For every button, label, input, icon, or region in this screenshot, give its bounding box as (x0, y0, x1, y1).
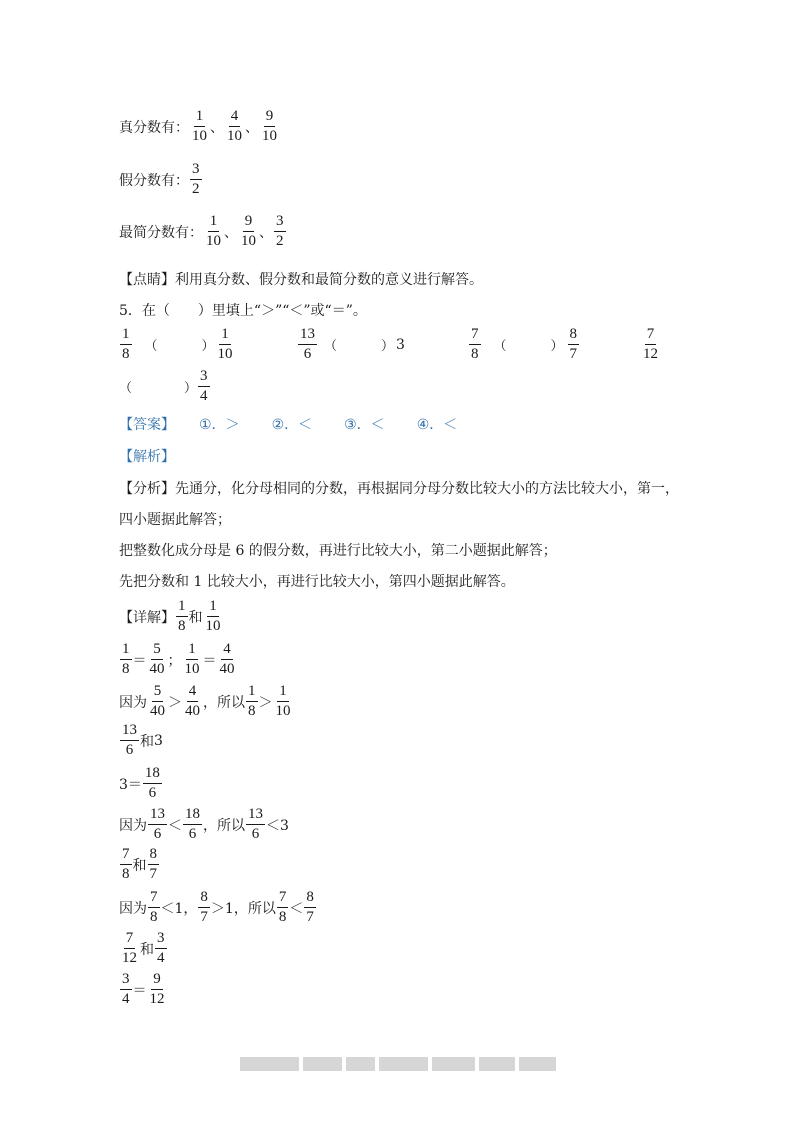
fraction: $\frac{18}{6}$ (185, 806, 200, 842)
fraction: $\frac{8}{7}$ (200, 889, 208, 925)
fraction: $\frac{7}{8}$ (278, 889, 287, 925)
question-5-title: 5．在（ ）里填上“＞”“＜”或“＝”。 (119, 303, 367, 319)
improper-label: 假分数有： (119, 172, 189, 189)
answer-label: 【答案】 (119, 417, 175, 433)
fraction: $\frac{1}{8}$ (178, 598, 186, 634)
detail-4-step: $\frac{3}{4}$ ＝ $\frac{9}{12}$ (122, 971, 165, 1007)
fraction: $\frac{1}{10}$ (206, 213, 221, 249)
detail-2-step: 3＝ $\frac{18}{6}$ (119, 765, 160, 801)
answer-item: ③．＜ (344, 417, 385, 433)
answer-blank[interactable] (158, 337, 202, 353)
fraction: $\frac{3}{4}$ (122, 971, 130, 1007)
fraction: $\frac{9}{12}$ (149, 971, 165, 1007)
answer-blank[interactable] (132, 379, 184, 395)
fraction: $\frac{1}{10}$ (217, 326, 233, 362)
fraction: $\frac{8}{7}$ (149, 846, 157, 882)
fraction: $\frac{1}{10}$ (192, 108, 207, 144)
answer-item: ④．＜ (416, 417, 458, 433)
detail-2-conclusion: 因为 $\frac{13}{6}$ ＜ $\frac{18}{6}$ ，所以 $\frac{13}{6}$ ＜3 (119, 806, 289, 842)
fraction: $\frac{5}{40}$ (149, 641, 165, 677)
simplest-fractions-line (119, 213, 287, 250)
answer-blank[interactable] (507, 337, 551, 353)
detail-2-header: $\frac{13}{6}$ 和 3 (122, 722, 163, 758)
fraction: $\frac{5}{40}$ (150, 683, 165, 719)
detail-1-header: 【详解】 $\frac{1}{8}$ 和 $\frac{1}{10}$ (119, 598, 221, 634)
fraction: $\frac{3}{4}$ (157, 930, 165, 966)
fraction: $\frac{1}{10}$ (275, 683, 291, 719)
answer-item: ①．＞ (199, 417, 240, 433)
fraction: $\frac{1}{10}$ (205, 598, 221, 634)
q5-group-4-first (640, 326, 661, 363)
detail-1-step: $\frac{1}{8}$ ＝ $\frac{5}{40}$ ； $\frac{1}{10}$ ＝ $\frac{4}{40}$ (122, 641, 235, 677)
separator: 、 (224, 224, 238, 241)
detail-3-conclusion: 因为 $\frac{7}{8}$ ＜1 ， $\frac{8}{7}$ ＞1 ，所以 $\frac{7}{8}$ ＜ $\frac{8}{7}$ (119, 889, 314, 925)
fraction: $\frac{3}{2}$ (276, 213, 284, 249)
q5-group-2: $\frac{13}{6}$ （ ） 3 (300, 326, 405, 362)
simplest-label: 最简分数有： (119, 224, 203, 241)
dianjing-note: 【点睛】利用真分数、假分数和最简分数的意义进行解答。 (119, 272, 483, 288)
analysis-line-4: 先把分数和 1 比较大小，再进行比较大小，第四小题据此解答。 (119, 574, 515, 590)
fraction: $\frac{13}{6}$ (150, 806, 165, 842)
separator: 、 (210, 119, 224, 136)
fraction: $\frac{7}{8}$ (150, 889, 158, 925)
fraction: $\frac{13}{6}$ (248, 806, 263, 842)
separator: 、 (245, 119, 259, 136)
fraction: $\frac{3}{2}$ (192, 161, 200, 197)
proper-fractions-line (119, 108, 280, 145)
proper-label: 真分数有： (119, 119, 189, 136)
answer-line (119, 414, 457, 434)
fraction: $\frac{8}{7}$ (569, 326, 578, 362)
separator: 、 (259, 224, 273, 241)
answer-blank[interactable] (337, 337, 381, 353)
blurred-footer-watermark (240, 1057, 556, 1071)
answer-item: ②．＜ (271, 417, 313, 433)
fraction: $\frac{7}{8}$ (122, 846, 130, 882)
detail-1-conclusion: 因为 $\frac{5}{40}$ ＞ $\frac{4}{40}$ ，所以 $\frac{1}{8}$ ＞ $\frac{1}{10}$ (119, 683, 291, 719)
jiexi-label: 【解析】 (119, 449, 175, 465)
fraction: $\frac{3}{4}$ (200, 368, 208, 404)
fraction: $\frac{4}{40}$ (185, 683, 200, 719)
fraction: $\frac{1}{8}$ (122, 641, 130, 677)
fraction: $\frac{4}{40}$ (219, 641, 235, 677)
fraction: $\frac{13}{6}$ (300, 326, 315, 362)
fraction: $\frac{7}{12}$ (122, 930, 137, 966)
detail-4-header: $\frac{7}{12}$ 和 $\frac{3}{4}$ (122, 930, 165, 966)
analysis-line-1: 【分析】先通分，化分母相同的分数，再根据同分母分数比较大小的方法比较大小，第一， (119, 481, 679, 497)
improper-fractions-line (119, 161, 203, 198)
fraction: $\frac{18}{6}$ (144, 765, 160, 801)
fraction: $\frac{7}{12}$ (643, 326, 658, 362)
fraction: $\frac{7}{8}$ (471, 326, 479, 362)
analysis-line-3: 把整数化成分母是 6 的假分数，再进行比较大小，第二小题据此解答； (119, 543, 557, 559)
fraction: $\frac{1}{8}$ (122, 326, 130, 362)
q5-group-4-second: （ ） $\frac{3}{4}$ (119, 368, 208, 404)
q5-group-3: $\frac{7}{8}$ （ ） $\frac{8}{7}$ (471, 326, 578, 362)
analysis-line-2: 四小题据此解答； (119, 512, 231, 528)
fraction: $\frac{4}{10}$ (227, 108, 242, 144)
fraction: $\frac{1}{8}$ (248, 683, 256, 719)
fraction: $\frac{13}{6}$ (122, 722, 137, 758)
q5-group-1: $\frac{1}{8}$ （ ） $\frac{1}{10}$ (122, 326, 233, 362)
detail-3-header: $\frac{7}{8}$ 和 $\frac{8}{7}$ (122, 846, 157, 882)
fraction: $\frac{1}{10}$ (184, 641, 200, 677)
fraction: $\frac{8}{7}$ (306, 889, 314, 925)
fraction: $\frac{9}{10}$ (241, 213, 256, 249)
fraction: $\frac{9}{10}$ (262, 108, 277, 144)
